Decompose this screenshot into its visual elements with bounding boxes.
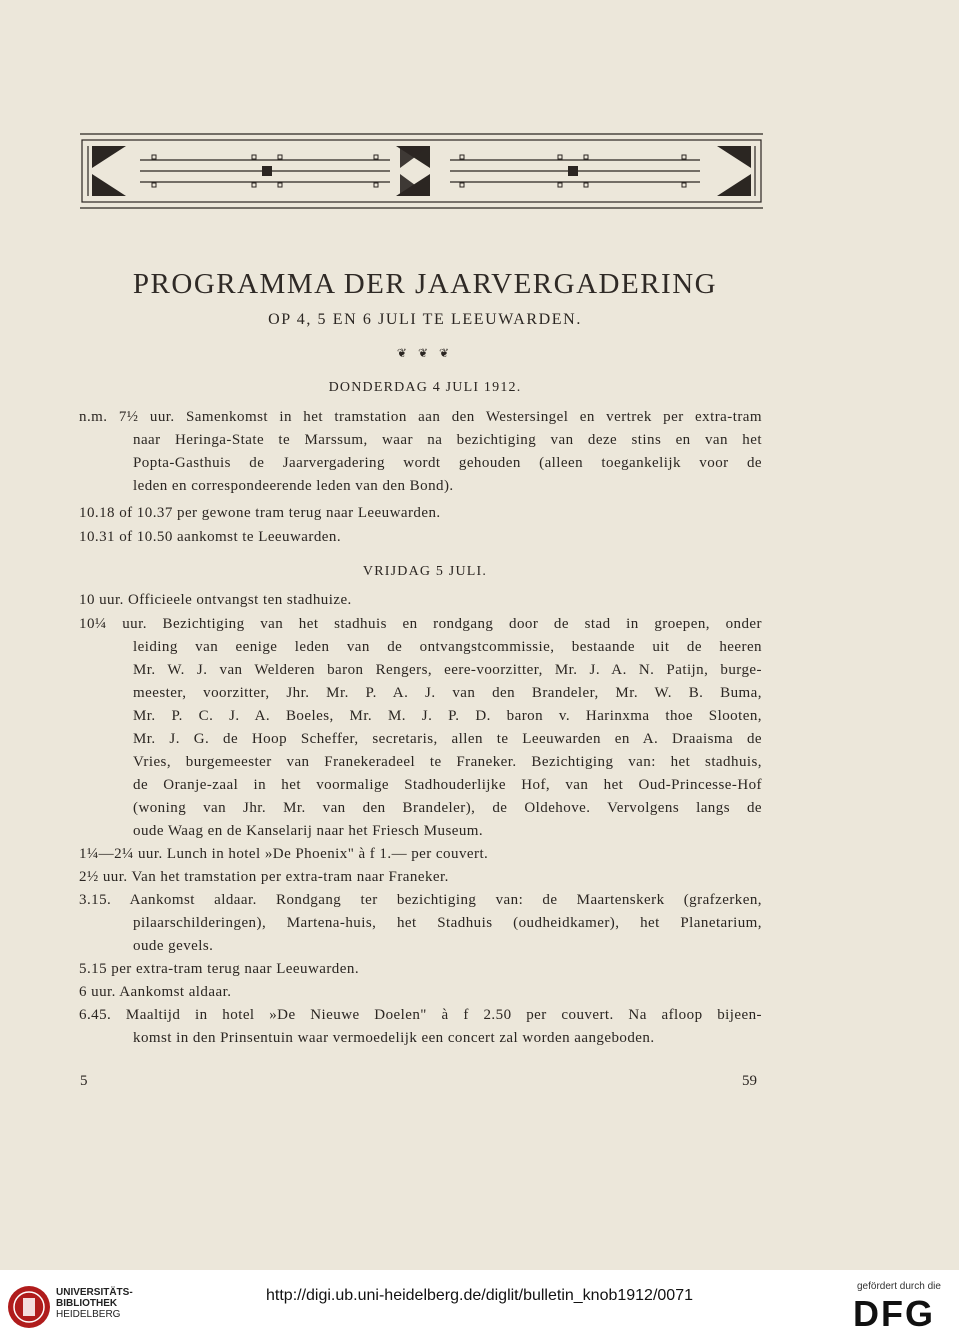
day-heading-friday: VRIJDAG 5 JULI. (362, 564, 488, 579)
entry-tram-franeker (79, 866, 762, 889)
entry-line: leden en correspondeerende leden van den Bond). (133, 478, 454, 494)
page-subtitle: OP 4, 5 EN 6 JULI TE LEEUWARDEN. (268, 311, 582, 328)
signature-mark: 5 (80, 1073, 88, 1089)
source-url-link[interactable]: http://digi.ub.uni-heidelberg.de/diglit/bulletin_knob1912/0071 (266, 1287, 693, 1304)
page-number: 59 (742, 1073, 757, 1089)
flourish-ornament: ❦ ❦ ❦ (396, 346, 454, 360)
entry-line: 10.31 of 10.50 aankomst te Leeuwarden. (79, 529, 342, 545)
entry-line: 2½ uur. Van het tramstation per extra-tram naar Franeker. (79, 869, 449, 885)
entry-line: pilaarschilderingen), Martena-huis, het Stadhuis (oudheidkamer), het Planetarium, (133, 915, 762, 931)
library-line: HEIDELBERG (56, 1309, 121, 1320)
dfg-logo: DFG (853, 1293, 935, 1334)
entry-line: 5.15 per extra-tram terug naar Leeuwarden. (79, 961, 360, 977)
entry-line: Popta-Gasthuis de Jaarvergadering wordt gehouden (alleen toegankelijk voor de (133, 455, 762, 471)
entry-line: 6 uur. Aankomst aldaar. (79, 984, 232, 1000)
entry-line: Vries, burgemeester van Franekeradeel te Franeker. Bezichtiging van: het stadhuis, (133, 754, 762, 770)
entry-line: 6.45. Maaltijd in hotel »De Nieuwe Doelen" à f 2.50 per couvert. Na afloop bijeen- (79, 1007, 762, 1023)
entry-line: 10.18 of 10.37 per gewone tram terug naar Leeuwarden. (79, 505, 441, 521)
entry-line: oude gevels. (133, 938, 214, 954)
entry-arrival-leeuwarden (79, 526, 762, 549)
entry-line: leiding van eenige leden van de ontvangstcommissie, bestaande uit de heeren (133, 639, 762, 655)
entry-line: komst in den Prinsentuin waar vermoedelijk een concert zal worden aangeboden. (133, 1030, 655, 1046)
entry-franeker-tour (79, 889, 762, 958)
entry-line: Mr. J. G. de Hoop Scheffer, secretaris, allen te Leeuwarden en A. Draaisma de (133, 731, 762, 747)
entry-line: de Oranje-zaal in het voormalige Stadhouderlijke Hof, van het Oud-Princesse-Hof (133, 777, 762, 793)
entry-reception (79, 589, 762, 612)
entry-return-tram (79, 502, 762, 525)
entry-line: oude Waag en de Kanselarij naar het Friesch Museum. (133, 823, 484, 839)
footer-bar (0, 1270, 959, 1342)
entry-line: 1¼—2¼ uur. Lunch in hotel »De Phoenix" à f 1.— per couvert. (79, 846, 489, 862)
entry-line: 10 uur. Officieele ontvangst ten stadhuize. (79, 592, 352, 608)
entry-dinner (79, 1004, 762, 1050)
sponsor-text: gefördert durch die (857, 1281, 941, 1292)
entry-line: 10¼ uur. Bezichtiging van het stadhuis en rondgang door de stad in groepen, onder (79, 616, 762, 632)
entry-line: Mr. P. C. J. A. Boeles, Mr. M. J. P. D. baron v. Harinxma thoe Slooten, (133, 708, 762, 724)
library-line: BIBLIOTHEK (56, 1298, 118, 1309)
entry-arrival (79, 981, 762, 1004)
day-heading-thursday: DONDERDAG 4 JULI 1912. (328, 380, 522, 395)
entry-line: n.m. 7½ uur. Samenkomst in het tramstation aan den Westersingel en vertrek per extra-tram (79, 409, 762, 425)
decorative-header-ornament (80, 130, 763, 210)
entry-line: (woning van Jhr. Mr. van den Brandeler), de Oldehove. Vervolgens langs de (133, 800, 762, 816)
entry-line: meester, voorzitter, Jhr. Mr. P. A. J. van den Brandeler, Mr. W. B. Buma, (133, 685, 762, 701)
entry-line: Mr. W. J. van Welderen baron Rengers, eere-voorzitter, Mr. J. A. N. Patijn, burge- (133, 662, 762, 678)
entry-city-tour (79, 613, 762, 843)
page-title: PROGRAMMA DER JAARVERGADERING (132, 268, 718, 300)
entry-arrival-marssum (79, 406, 762, 498)
library-line: UNIVERSITÄTS- (56, 1287, 133, 1298)
entry-line: 3.15. Aankomst aldaar. Rondgang ter bezichtiging van: de Maartenskerk (grafzerken, (79, 892, 762, 908)
entry-lunch (79, 843, 762, 866)
entry-return-leeuwarden (79, 958, 762, 981)
entry-line: naar Heringa-State te Marssum, waar na bezichtiging van deze stins en van het (133, 432, 762, 448)
